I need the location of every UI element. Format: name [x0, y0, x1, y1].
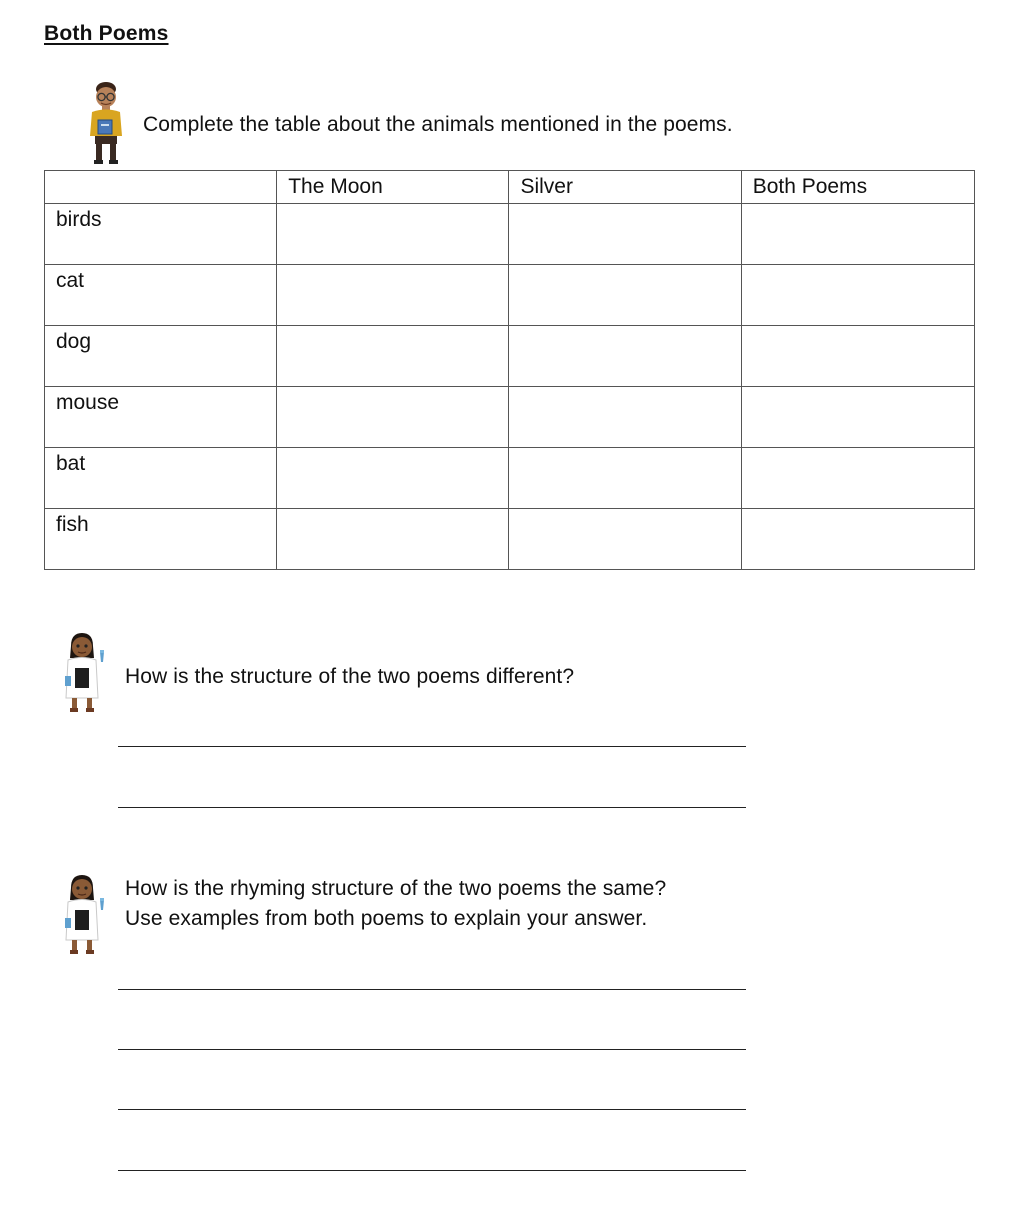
answer-line[interactable] — [118, 746, 746, 747]
answer-cell[interactable] — [741, 448, 974, 509]
answer-cell[interactable] — [741, 509, 974, 570]
row-label: birds — [45, 204, 277, 265]
scientist-girl-icon — [62, 632, 110, 718]
answer-line[interactable] — [118, 807, 746, 808]
answer-cell[interactable] — [509, 326, 741, 387]
answer-cell[interactable] — [741, 265, 974, 326]
scientist-girl-icon — [62, 874, 110, 960]
answer-line[interactable] — [118, 1049, 746, 1050]
answer-cell[interactable] — [741, 204, 974, 265]
answer-cell[interactable] — [277, 509, 509, 570]
table-row — [45, 204, 975, 265]
row-label: bat — [45, 448, 277, 509]
column-header-the-moon: The Moon — [277, 171, 509, 204]
row-label: mouse — [45, 387, 277, 448]
answer-cell[interactable] — [509, 204, 741, 265]
table-header-blank — [45, 171, 277, 204]
answer-cell[interactable] — [277, 326, 509, 387]
page-title: Both Poems — [44, 22, 169, 45]
table-header-row — [45, 171, 975, 204]
row-label: cat — [45, 265, 277, 326]
row-label: fish — [45, 509, 277, 570]
answer-cell[interactable] — [509, 387, 741, 448]
table-instruction: Complete the table about the animals mentioned in the poems. — [143, 113, 733, 136]
table-row — [45, 448, 975, 509]
table-row — [45, 509, 975, 570]
question-structure-different: How is the structure of the two poems different? — [125, 665, 575, 688]
table-row — [45, 265, 975, 326]
answer-cell[interactable] — [277, 448, 509, 509]
question-rhyming-same: How is the rhyming structure of the two poems the same? — [125, 877, 667, 900]
answer-line[interactable] — [118, 1109, 746, 1110]
row-label: dog — [45, 326, 277, 387]
answer-line[interactable] — [118, 989, 746, 990]
answer-cell[interactable] — [277, 387, 509, 448]
animals-table — [44, 170, 975, 570]
answer-cell[interactable] — [509, 448, 741, 509]
answer-cell[interactable] — [509, 509, 741, 570]
answer-cell[interactable] — [509, 265, 741, 326]
column-header-silver: Silver — [509, 171, 741, 204]
table-row — [45, 387, 975, 448]
question-rhyming-instruction: Use examples from both poems to explain your answer. — [125, 907, 648, 930]
boy-reading-icon — [86, 80, 126, 168]
answer-cell[interactable] — [277, 265, 509, 326]
column-header-both-poems: Both Poems — [741, 171, 974, 204]
answer-cell[interactable] — [741, 387, 974, 448]
answer-cell[interactable] — [277, 204, 509, 265]
answer-line[interactable] — [118, 1170, 746, 1171]
table-row — [45, 326, 975, 387]
answer-cell[interactable] — [741, 326, 974, 387]
